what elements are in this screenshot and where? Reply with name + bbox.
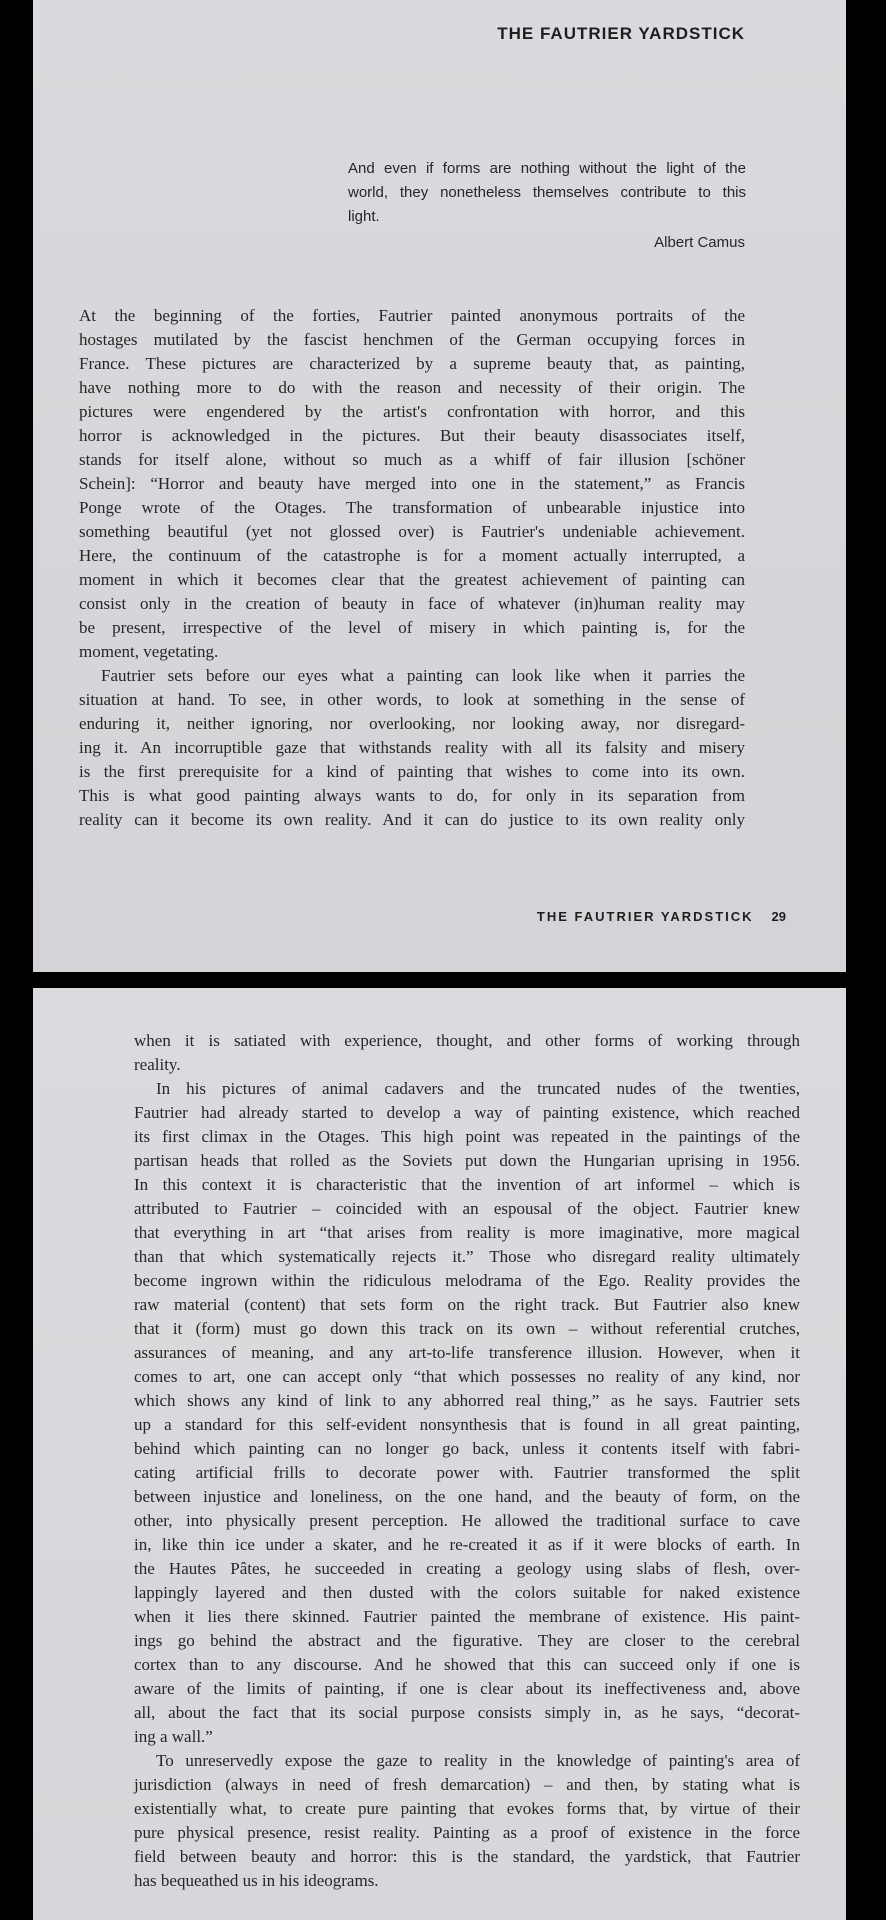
text-line: in, like thin ice under a skater, and he re-created it as if it were blocks of earth. In bbox=[134, 1535, 800, 1554]
body-text bbox=[134, 1029, 800, 1893]
text-line: when it lies there skinned. Fautrier painted the membrane of existence. His paint- bbox=[134, 1607, 800, 1626]
text-line: than that which systematically rejects it.” Those who disregard reality ultimately bbox=[134, 1247, 800, 1266]
text-line: jurisdiction (always in need of fresh demarcation) – and then, by stating what is bbox=[134, 1775, 800, 1794]
epigraph-author: Albert Camus bbox=[654, 234, 745, 251]
text-line: up a standard for this self-evident nonsynthesis that is found in all great painting, bbox=[134, 1415, 800, 1434]
text-line: between injustice and loneliness, on the one hand, and the beauty of form, on the bbox=[134, 1487, 800, 1506]
text-line: all, about the fact that its social purpose consists simply in, as he says, “decorat- bbox=[134, 1703, 800, 1722]
page-footer bbox=[537, 909, 786, 924]
text-line: when it is satiated with experience, thought, and other forms of working through bbox=[134, 1031, 800, 1050]
text-line: raw material (content) that sets form on the right track. But Fautrier also knew bbox=[134, 1295, 800, 1314]
text-line: In this context it is characteristic that the invention of art informel – which is bbox=[134, 1175, 800, 1194]
text-line: consist only in the creation of beauty in face of whatever (in)human reality may bbox=[79, 594, 745, 613]
epigraph-line: light. bbox=[348, 208, 380, 225]
text-line: At the beginning of the forties, Fautrier painted anonymous portraits of the bbox=[79, 306, 745, 325]
text-line: In his pictures of animal cadavers and the truncated nudes of the twenties, bbox=[156, 1079, 800, 1098]
text-line: enduring it, neither ignoring, nor overlooking, nor looking away, nor disregard- bbox=[79, 714, 745, 733]
text-line: reality. bbox=[134, 1055, 181, 1074]
page-number: 29 bbox=[771, 909, 786, 924]
text-line: the Hautes Pâtes, he succeeded in creating a geology using slabs of flesh, over- bbox=[134, 1559, 800, 1578]
text-line: ing a wall.” bbox=[134, 1727, 213, 1746]
text-line: field between beauty and horror: this is the standard, the yardstick, that Fautrier bbox=[134, 1847, 800, 1866]
text-line: be present, irrespective of the level of misery in which painting is, for the bbox=[79, 618, 745, 637]
text-line: reality can it become its own reality. And it can do justice to its own reality only bbox=[79, 810, 745, 829]
text-line: that everything in art “that arises from reality is more imaginative, more magical bbox=[134, 1223, 800, 1242]
text-line: attributed to Fautrier – coincided with an espousal of the object. Fautrier knew bbox=[134, 1199, 800, 1218]
book-page-29 bbox=[33, 0, 846, 972]
text-line: Ponge wrote of the Otages. The transformation of unbearable injustice into bbox=[79, 498, 745, 517]
running-head: THE FAUTRIER YARDSTICK bbox=[497, 24, 745, 43]
text-line: partisan heads that rolled as the Soviets put down the Hungarian uprising in 1956. bbox=[134, 1151, 800, 1170]
text-line: situation at hand. To see, in other words, to look at something in the sense of bbox=[79, 690, 745, 709]
text-line: pictures were engendered by the artist's confrontation with horror, and this bbox=[79, 402, 745, 421]
text-line: something beautiful (yet not glossed over) is Fautrier's undeniable achievement. bbox=[79, 522, 745, 541]
text-line: behind which painting can no longer go back, unless it contents itself with fabri- bbox=[134, 1439, 800, 1458]
text-line: cating artificial frills to decorate power with. Fautrier transformed the split bbox=[134, 1463, 800, 1482]
text-line: is the first prerequisite for a kind of painting that wishes to come into its own. bbox=[79, 762, 745, 781]
text-line: its first climax in the Otages. This high point was repeated in the paintings of the bbox=[134, 1127, 800, 1146]
text-line: Fautrier sets before our eyes what a painting can look like when it parries the bbox=[101, 666, 745, 685]
body-text bbox=[79, 304, 745, 832]
text-line: aware of the limits of painting, if one is clear about its ineffectiveness and, above bbox=[134, 1679, 800, 1698]
text-line: horror is acknowledged in the pictures. But their beauty disassociates itself, bbox=[79, 426, 745, 445]
text-line: has bequeathed us in his ideograms. bbox=[134, 1871, 379, 1890]
epigraph-line: world, they nonetheless themselves contribute to this bbox=[348, 184, 746, 201]
text-line: existentially what, to create pure painting that evokes forms that, by virtue of their bbox=[134, 1799, 800, 1818]
text-line: become ingrown within the ridiculous melodrama of the Ego. Reality provides the bbox=[134, 1271, 800, 1290]
text-line: hostages mutilated by the fascist henchmen of the German occupying forces in bbox=[79, 330, 745, 349]
text-line: ings go behind the abstract and the figurative. They are closer to the cerebral bbox=[134, 1631, 800, 1650]
book-page-30 bbox=[33, 988, 846, 1920]
text-line: pure physical presence, resist reality. Painting as a proof of existence in the force bbox=[134, 1823, 800, 1842]
text-line: comes to art, one can accept only “that which possesses no reality of any kind, nor bbox=[134, 1367, 800, 1386]
text-line: cortex than to any discourse. And he showed that this can succeed only if one is bbox=[134, 1655, 800, 1674]
text-line: stands for itself alone, without so much as a whiff of fair illusion [schöner bbox=[79, 450, 745, 469]
text-line: Here, the continuum of the catastrophe is for a moment actually interrupted, a bbox=[79, 546, 745, 565]
text-line: France. These pictures are characterized by a supreme beauty that, as painting, bbox=[79, 354, 745, 373]
epigraph-quote bbox=[348, 157, 746, 229]
text-line: Schein]: “Horror and beauty have merged into one in the statement,” as Francis bbox=[79, 474, 745, 493]
text-line: that it (form) must go down this track on its own – without referential crutches, bbox=[134, 1319, 800, 1338]
folio-title: THE FAUTRIER YARDSTICK bbox=[536, 909, 754, 924]
text-line: This is what good painting always wants to do, for only in its separation from bbox=[79, 786, 745, 805]
text-line: Fautrier had already started to develop a way of painting existence, which reached bbox=[134, 1103, 800, 1122]
text-line: moment, vegetating. bbox=[79, 642, 219, 661]
text-line: To unreservedly expose the gaze to reality in the knowledge of painting's area of bbox=[156, 1751, 800, 1770]
text-line: ing it. An incorruptible gaze that withstands reality with all its falsity and misery bbox=[79, 738, 745, 757]
text-line: assurances of meaning, and any art-to-life transference illusion. However, when it bbox=[134, 1343, 800, 1362]
text-line: moment in which it becomes clear that the greatest achievement of painting can bbox=[79, 570, 745, 589]
text-line: lappingly layered and then dusted with the colors suitable for naked existence bbox=[134, 1583, 800, 1602]
text-line: which shows any kind of link to any abhorred real thing,” as he says. Fautrier sets bbox=[134, 1391, 800, 1410]
text-line: have nothing more to do with the reason and necessity of their origin. The bbox=[79, 378, 745, 397]
epigraph-line: And even if forms are nothing without the light of the bbox=[348, 160, 746, 177]
text-line: other, into physically present perception. He allowed the traditional surface to cave bbox=[134, 1511, 800, 1530]
